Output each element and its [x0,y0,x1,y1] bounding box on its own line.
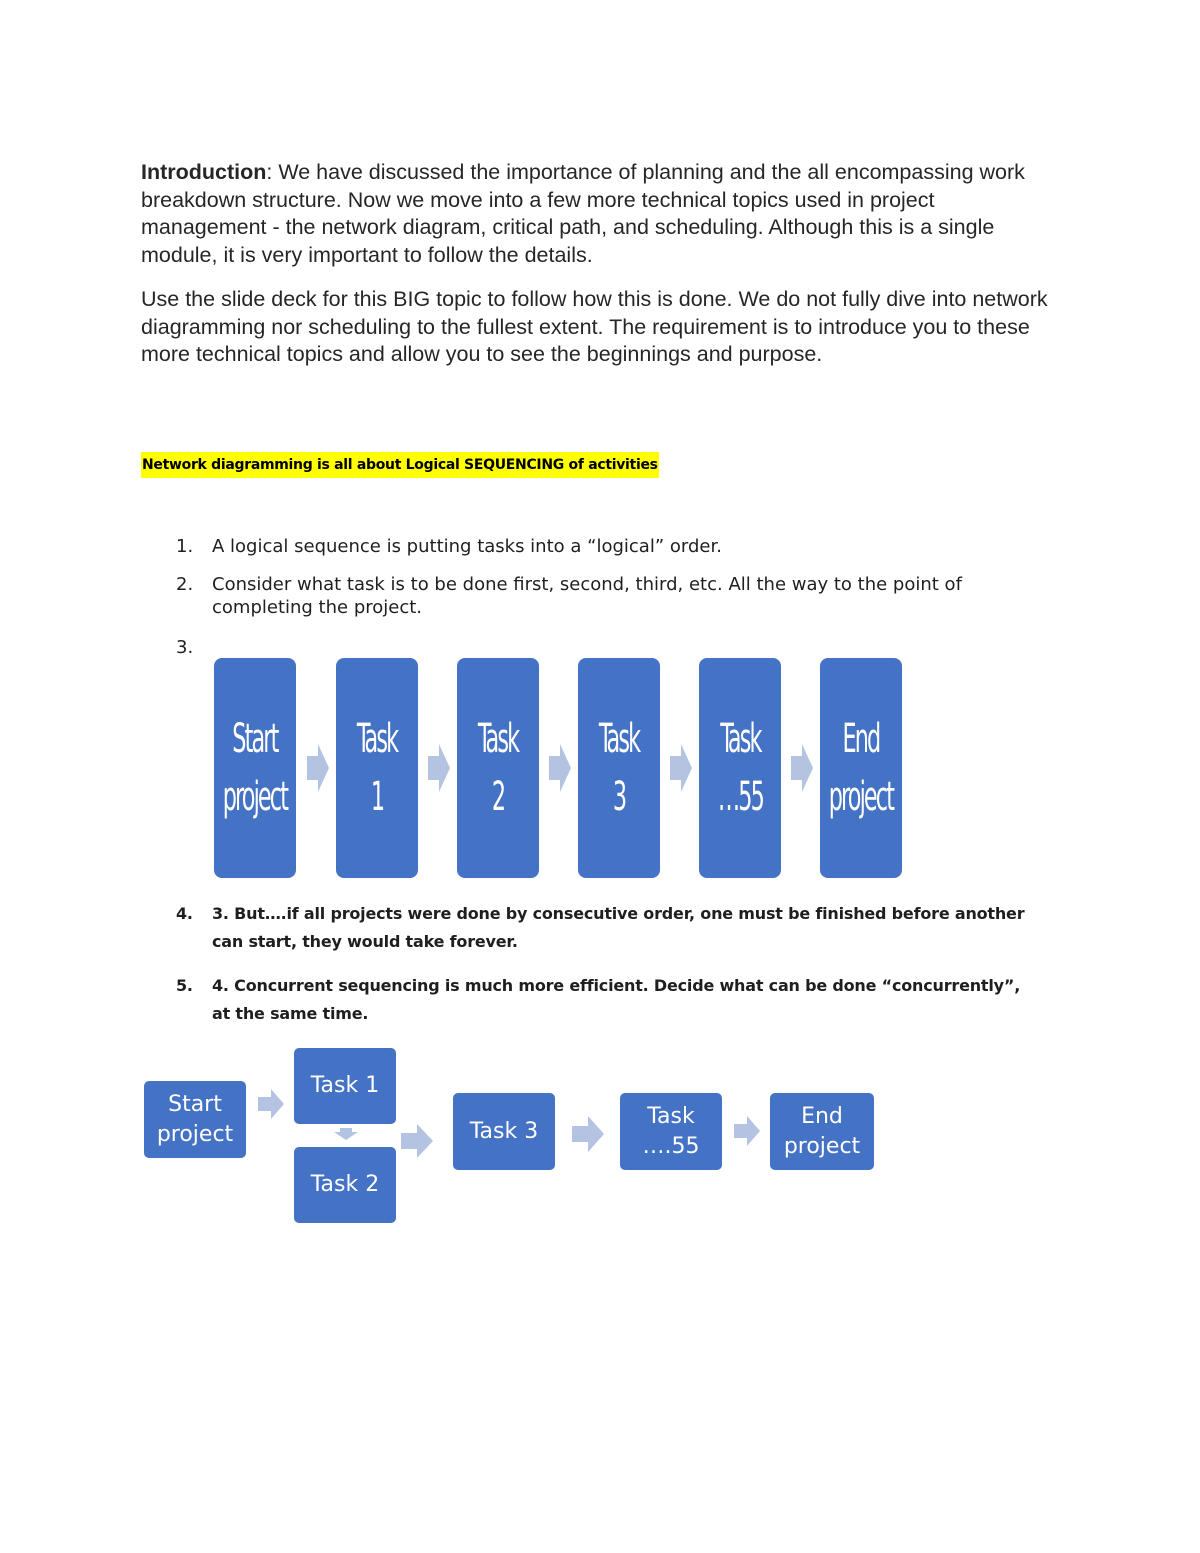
con-box-task1: Task 1 [294,1048,396,1124]
list-text: 3. But….if all projects were done by consecutive order, one must be finished before another can start, they would take forever. [212,904,1025,951]
con-box-task55: Task ….55 [620,1093,722,1170]
con-box-end: End project [770,1093,874,1170]
seq-box-start: Start project [214,658,296,878]
arrow-right-icon [549,744,571,792]
intro-paragraph [141,159,1061,269]
seq-box-task2: Task 2 [457,658,539,878]
arrow-down-icon [334,1128,358,1140]
seq-box-end: End project [820,658,902,878]
list-number: 4. [176,904,193,923]
sequential-diagram [214,658,908,880]
list-number: 1. [176,536,194,557]
arrow-right-icon [572,1116,604,1152]
intro-text: : We have discussed the importance of planning and the all encompassing work breakdown structure. Now we move into a few more technical topics used in project management - the network diagram, critical path, and scheduling. Although this is a single module, it is very important to follow the details. [141,160,1025,267]
list-text: A logical sequence is putting tasks into a “logical” order. [212,536,722,557]
highlighted-heading: Network diagramming is all about Logical SEQUENCING of activities [141,452,659,478]
con-box-start: Start project [144,1081,246,1158]
con-box-task3: Task 3 [453,1093,555,1170]
list-number: 3. [176,637,194,658]
arrow-right-icon [734,1116,760,1146]
arrow-right-icon [670,744,692,792]
list-number: 2. [176,574,194,595]
seq-box-task1: Task 1 [336,658,418,878]
list-text: Consider what task is to be done first, second, third, etc. All the way to the point of completing the project. [212,574,962,618]
arrow-right-icon [791,744,813,792]
arrow-right-icon [258,1089,284,1119]
con-box-task2: Task 2 [294,1147,396,1223]
seq-box-task55: Task …55 [699,658,781,878]
seq-box-task3: Task 3 [578,658,660,878]
arrow-right-icon [307,744,329,792]
list-number: 5. [176,976,193,995]
intro-lead: Introduction [141,160,267,184]
list-text: 4. Concurrent sequencing is much more efficient. Decide what can be done “concurrently”, at the same time. [212,976,1021,1023]
arrow-right-icon [401,1124,433,1158]
arrow-right-icon [428,744,450,792]
slide-deck-paragraph: Use the slide deck for this BIG topic to follow how this is done. We do not fully dive into network diagramming nor scheduling to the fullest extent. The requirement is to introduce you to these more technical topics and allow you to see the beginnings and purpose. [141,287,1048,366]
